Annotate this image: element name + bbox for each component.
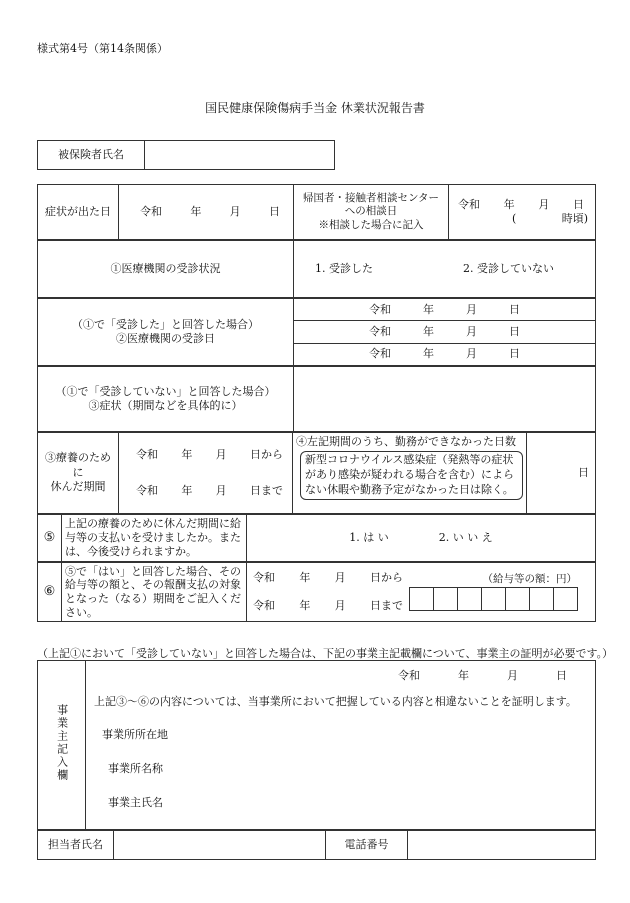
amount-digit-cell[interactable] [433, 587, 458, 611]
form-number: 様式第4号（第14条関係） [37, 42, 168, 55]
year-label: 年 [181, 484, 193, 497]
day-label: 日 [509, 324, 520, 338]
phone-field[interactable] [408, 831, 596, 860]
q4-period-label [38, 433, 119, 514]
q3-table [37, 366, 596, 432]
amount-digit-cell[interactable] [505, 587, 530, 611]
consult-date-field[interactable] [449, 185, 596, 240]
to-label: 日まで [369, 599, 403, 612]
from-label: 日から [369, 570, 403, 584]
day-label: 日 [572, 197, 584, 211]
consult-label-line1: 帰国者・接触者相談センター [302, 191, 440, 204]
era-label: 令和 [458, 197, 480, 211]
q4-label-line1: ③療養のため [45, 450, 111, 464]
month-label: 月 [334, 599, 346, 612]
q3-symptom-field[interactable] [294, 367, 596, 432]
q4-absent-days-label [293, 433, 527, 514]
insured-table [37, 140, 335, 170]
consult-label-line3: ※相談した場合に記入 [318, 218, 424, 231]
employer-address-label: 事業所所在地 [102, 727, 168, 741]
q5-number: ⑤ [38, 515, 62, 562]
q4-period-field[interactable] [119, 433, 293, 514]
month-label: 月 [229, 204, 241, 218]
time-open-paren: ( [512, 212, 517, 225]
employer-company-label: 事業所名称 [108, 761, 163, 775]
symptom-table [37, 184, 596, 240]
month-label: 月 [538, 197, 550, 211]
q4-label-line3: 休んだ期間 [50, 480, 106, 494]
insured-name-field[interactable] [145, 141, 335, 170]
q5-option-yes[interactable]: 1. は い [349, 530, 389, 544]
era-label: 令和 [369, 324, 391, 338]
q2-label-line2: ②医療機関の受診日 [116, 332, 215, 345]
year-label: 年 [299, 599, 311, 612]
employer-date[interactable] [94, 669, 587, 683]
from-label: 日から [249, 447, 283, 461]
era-label: 令和 [136, 484, 158, 497]
era-label: 令和 [253, 570, 275, 584]
q4-exclusion-note: 新型コロナウイルス感染症（発熱等の症状があり感染が疑われる場合を含む）によらない休暇や勤務予定がなかった日は除く。 [300, 451, 523, 500]
contact-table [37, 830, 596, 860]
month-label: 月 [466, 324, 477, 338]
insured-name-label: 被保険者氏名 [38, 141, 145, 170]
year-label: 年 [190, 204, 202, 218]
month-label: 月 [507, 669, 518, 682]
consult-label-line2: への相談日 [344, 205, 398, 218]
q1-label: ①医療機関の受診状況 [38, 241, 294, 298]
year-label: 年 [503, 197, 515, 211]
employer-side-label: 事業主記入欄 [55, 703, 69, 782]
year-label: 年 [458, 669, 469, 682]
era-label: 令和 [398, 669, 420, 682]
q5-question: 上記の療養のために休んだ期間に給与等の支払いを受けましたか。または、今後受けられますか。 [62, 515, 247, 562]
q6-number: ⑥ [38, 563, 62, 622]
time-label: 時頃) [561, 212, 588, 225]
q2-table [37, 298, 596, 366]
q6-amount-cells[interactable] [409, 587, 577, 611]
era-label: 令和 [369, 347, 391, 361]
amount-digit-cell[interactable] [409, 587, 434, 611]
q5-option-no[interactable]: 2. い い え [438, 530, 493, 544]
phone-label: 電話番号 [326, 831, 408, 860]
q5-table [37, 514, 596, 562]
month-label: 月 [466, 302, 477, 316]
q3-label [38, 367, 294, 432]
contact-person-label: 担当者氏名 [38, 831, 114, 860]
era-label: 令和 [136, 447, 158, 461]
form-title: 国民健康保険傷病手当金 休業状況報告書 [205, 101, 425, 115]
q4-absent-days-field[interactable] [527, 433, 596, 514]
q5-options [247, 515, 596, 562]
employer-body [86, 661, 596, 830]
year-label: 年 [299, 570, 311, 584]
amount-digit-cell[interactable] [457, 587, 482, 611]
month-label: 月 [215, 484, 227, 497]
q3-label-line2: ③症状（期間などを具体的に） [88, 399, 243, 412]
era-label: 令和 [140, 204, 162, 218]
day-label: 日 [556, 669, 567, 682]
day-label: 日 [268, 204, 280, 218]
amount-digit-cell[interactable] [529, 587, 554, 611]
q1-option-visited[interactable]: 1. 受診した [315, 261, 373, 275]
q2-label [38, 299, 294, 366]
q2-date-3[interactable] [294, 343, 596, 365]
day-label: 日 [509, 347, 520, 361]
employer-statement: 上記③～⑥の内容については、当事業所において把握している内容と相違ないことを証明します。 [94, 695, 577, 709]
year-label: 年 [423, 324, 434, 338]
q6-question: ⑤で「はい」と回答した場合、その給与等の額と、その報酬支払の対象となった（なる）期間をご記入ください。 [62, 563, 247, 622]
symptom-date-label: 症状が出た日 [38, 185, 119, 240]
employer-side-label-cell [38, 661, 86, 830]
q6-table [37, 562, 596, 622]
q4-unit-day: 日 [578, 465, 589, 479]
era-label: 令和 [253, 599, 275, 612]
q2-label-line1: （①で「受診した」と回答した場合） [72, 317, 259, 331]
employer-table [37, 660, 596, 830]
q3-label-line1: （①で「受診していない」と回答した場合） [55, 384, 276, 398]
month-label: 月 [334, 570, 346, 584]
q4-absent-days-title: ④左記期間のうち、勤務ができなかった日数 [296, 435, 516, 448]
q1-table [37, 240, 596, 298]
employer-note: （上記①において「受診していない」と回答した場合は、下記の事業主記載欄について、事業主の証明が必要です。） [37, 647, 614, 660]
q4-table [37, 432, 596, 514]
consult-date-label [294, 185, 449, 240]
symptom-date-field[interactable] [119, 185, 294, 240]
year-label: 年 [423, 347, 434, 361]
q1-options [294, 241, 596, 298]
q2-date-2[interactable] [294, 321, 596, 343]
to-label: 日まで [249, 484, 283, 497]
q6-amount-label: （給与等の額：円） [482, 572, 577, 585]
day-label: 日 [509, 302, 520, 316]
month-label: 月 [215, 447, 227, 461]
month-label: 月 [466, 347, 477, 361]
q1-option-not-visited[interactable]: 2. 受診していない [463, 261, 554, 275]
q4-label-line2: に [72, 465, 84, 479]
era-label: 令和 [369, 302, 391, 316]
employer-owner-label: 事業主氏名 [108, 796, 163, 810]
year-label: 年 [423, 302, 434, 316]
q2-date-1[interactable] [294, 299, 596, 321]
year-label: 年 [181, 447, 193, 461]
amount-digit-cell[interactable] [553, 587, 578, 611]
q6-fields [247, 563, 596, 622]
contact-person-field[interactable] [114, 831, 326, 860]
amount-digit-cell[interactable] [481, 587, 506, 611]
